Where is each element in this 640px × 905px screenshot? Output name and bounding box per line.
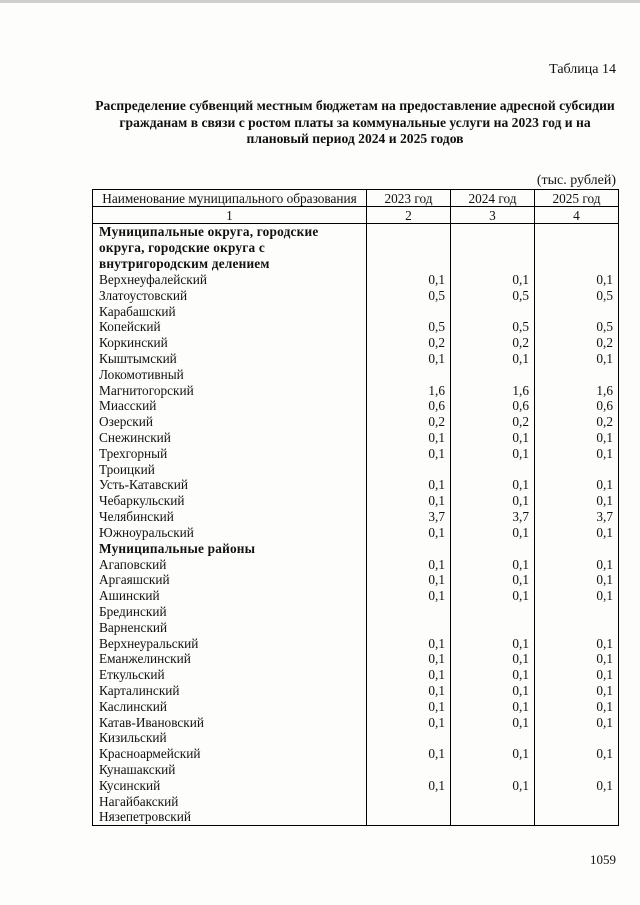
empty-cell: [451, 224, 535, 273]
table-row: [93, 319, 619, 335]
municipality-name: Чебаркульский: [93, 493, 367, 509]
value-2024: 0,1: [451, 493, 535, 509]
value-2023: 3,7: [367, 509, 451, 525]
value-2023: 1,6: [367, 383, 451, 399]
value-2023: [367, 604, 451, 620]
municipality-name: Карталинский: [93, 683, 367, 699]
value-2023: 0,1: [367, 636, 451, 652]
value-2023: 0,1: [367, 272, 451, 288]
table-row: [93, 588, 619, 604]
value-2024: 0,2: [451, 414, 535, 430]
value-2023: 0,1: [367, 477, 451, 493]
table-row: [93, 746, 619, 762]
table-row: [93, 620, 619, 636]
value-2023: 0,6: [367, 398, 451, 414]
value-2025: [535, 762, 619, 778]
municipality-name: Ашинский: [93, 588, 367, 604]
value-2024: 3,7: [451, 509, 535, 525]
value-2024: [451, 794, 535, 810]
value-2024: 0,1: [451, 667, 535, 683]
table-row: [93, 604, 619, 620]
value-2025: 0,1: [535, 651, 619, 667]
value-2024: 0,1: [451, 588, 535, 604]
header-row: [93, 190, 619, 207]
column-header-name: Наименование муниципального образования: [93, 190, 367, 207]
municipality-name: Снежинский: [93, 430, 367, 446]
table-row: [93, 683, 619, 699]
column-header-2023: 2023 год: [367, 190, 451, 207]
municipality-name: Брединский: [93, 604, 367, 620]
municipality-name: Кунашакский: [93, 762, 367, 778]
table-row: [93, 398, 619, 414]
value-2025: 0,1: [535, 572, 619, 588]
municipality-name: Трехгорный: [93, 446, 367, 462]
value-2023: [367, 367, 451, 383]
value-2025: [535, 809, 619, 825]
section-title: Муниципальные округа, городские округа, городские округа с внутригородским делением: [93, 224, 367, 273]
value-2025: 0,1: [535, 667, 619, 683]
municipality-name: Кыштымский: [93, 351, 367, 367]
value-2023: [367, 809, 451, 825]
municipality-name: Еткульский: [93, 667, 367, 683]
value-2024: [451, 809, 535, 825]
municipality-name: Еманжелинский: [93, 651, 367, 667]
value-2024: 0,1: [451, 525, 535, 541]
value-2025: 1,6: [535, 383, 619, 399]
value-2025: 0,2: [535, 335, 619, 351]
value-2024: 0,2: [451, 335, 535, 351]
municipality-name: Каслинский: [93, 699, 367, 715]
value-2025: [535, 730, 619, 746]
empty-cell: [535, 224, 619, 273]
value-2025: [535, 367, 619, 383]
unit-label: (тыс. рублей): [536, 173, 616, 188]
table-row: [93, 794, 619, 810]
section-header-row: [93, 224, 619, 273]
value-2024: 0,1: [451, 699, 535, 715]
value-2023: 0,5: [367, 288, 451, 304]
municipality-name: Локомотивный: [93, 367, 367, 383]
value-2023: [367, 462, 451, 478]
value-2025: 0,2: [535, 414, 619, 430]
value-2024: 0,1: [451, 715, 535, 731]
municipality-name: Нагайбакский: [93, 794, 367, 810]
value-2024: 0,5: [451, 288, 535, 304]
municipality-name: Катав-Ивановский: [93, 715, 367, 731]
value-2023: 0,1: [367, 557, 451, 573]
municipality-name: Кусинский: [93, 778, 367, 794]
value-2024: 0,1: [451, 430, 535, 446]
table-row: [93, 572, 619, 588]
table-row: [93, 525, 619, 541]
column-number-2: 2: [367, 207, 451, 224]
municipality-name: Магнитогорский: [93, 383, 367, 399]
value-2025: 3,7: [535, 509, 619, 525]
value-2023: 0,1: [367, 572, 451, 588]
value-2025: 0,1: [535, 477, 619, 493]
value-2025: 0,1: [535, 746, 619, 762]
column-header-2024: 2024 год: [451, 190, 535, 207]
value-2023: 0,1: [367, 525, 451, 541]
table-row: [93, 762, 619, 778]
table-row: [93, 367, 619, 383]
value-2024: [451, 730, 535, 746]
section-title: Муниципальные районы: [93, 541, 367, 557]
table-label: Таблица 14: [549, 62, 616, 77]
table-row: [93, 477, 619, 493]
value-2025: 0,1: [535, 351, 619, 367]
table-row: [93, 730, 619, 746]
value-2024: 0,1: [451, 651, 535, 667]
value-2023: 0,1: [367, 746, 451, 762]
page-title: Распределение субвенций местным бюджетам на предоставление адресной субсидии гражданам в связи с ростом платы за коммунальные услуги на 2023 год и на плановый период 2024 и 2025 годов: [95, 98, 615, 146]
value-2025: [535, 304, 619, 320]
table-row: [93, 304, 619, 320]
municipality-name: Южноуральский: [93, 525, 367, 541]
value-2024: 0,1: [451, 778, 535, 794]
municipality-name: Усть-Катавский: [93, 477, 367, 493]
scan-edge: [0, 0, 640, 3]
value-2025: 0,1: [535, 636, 619, 652]
table-row: [93, 809, 619, 825]
table-row: [93, 651, 619, 667]
value-2025: 0,6: [535, 398, 619, 414]
table-row: [93, 335, 619, 351]
column-number-4: 4: [535, 207, 619, 224]
value-2023: 0,2: [367, 414, 451, 430]
value-2023: 0,2: [367, 335, 451, 351]
value-2024: 0,1: [451, 446, 535, 462]
empty-cell: [451, 541, 535, 557]
value-2023: 0,1: [367, 778, 451, 794]
municipality-name: Челябинский: [93, 509, 367, 525]
value-2025: 0,1: [535, 683, 619, 699]
empty-cell: [367, 541, 451, 557]
value-2024: 0,1: [451, 477, 535, 493]
column-number-row: [93, 207, 619, 224]
municipality-name: Кизильский: [93, 730, 367, 746]
subsidy-table: [92, 189, 619, 826]
municipality-name: Озерский: [93, 414, 367, 430]
value-2025: [535, 620, 619, 636]
table-row: [93, 509, 619, 525]
value-2025: [535, 462, 619, 478]
municipality-name: Миасский: [93, 398, 367, 414]
value-2024: 0,1: [451, 636, 535, 652]
municipality-name: Карабашский: [93, 304, 367, 320]
value-2024: 0,1: [451, 351, 535, 367]
value-2025: 0,1: [535, 446, 619, 462]
value-2023: 0,1: [367, 446, 451, 462]
municipality-name: Агаповский: [93, 557, 367, 573]
value-2024: 0,5: [451, 319, 535, 335]
value-2024: 0,1: [451, 557, 535, 573]
value-2024: 0,6: [451, 398, 535, 414]
value-2025: 0,5: [535, 288, 619, 304]
value-2023: [367, 620, 451, 636]
value-2024: 0,1: [451, 746, 535, 762]
table-row: [93, 446, 619, 462]
value-2024: 0,1: [451, 272, 535, 288]
table-row: [93, 288, 619, 304]
municipality-name: Златоустовский: [93, 288, 367, 304]
value-2023: 0,1: [367, 493, 451, 509]
municipality-name: Красноармейский: [93, 746, 367, 762]
value-2025: 0,1: [535, 588, 619, 604]
page-number: 1059: [590, 852, 616, 867]
table-row: [93, 272, 619, 288]
municipality-name: Нязепетровский: [93, 809, 367, 825]
value-2025: 0,1: [535, 699, 619, 715]
value-2023: 0,1: [367, 351, 451, 367]
table-row: [93, 430, 619, 446]
value-2025: 0,1: [535, 272, 619, 288]
value-2023: 0,1: [367, 699, 451, 715]
value-2024: 0,1: [451, 683, 535, 699]
value-2023: 0,1: [367, 430, 451, 446]
empty-cell: [535, 541, 619, 557]
value-2024: [451, 604, 535, 620]
column-number-3: 3: [451, 207, 535, 224]
value-2023: [367, 794, 451, 810]
value-2025: [535, 604, 619, 620]
value-2024: [451, 462, 535, 478]
column-header-2025: 2025 год: [535, 190, 619, 207]
value-2025: 0,1: [535, 557, 619, 573]
municipality-name: Аргаяшский: [93, 572, 367, 588]
value-2024: [451, 620, 535, 636]
value-2023: [367, 304, 451, 320]
table-row: [93, 462, 619, 478]
value-2023: 0,5: [367, 319, 451, 335]
value-2023: 0,1: [367, 651, 451, 667]
value-2025: 0,1: [535, 715, 619, 731]
table-row: [93, 667, 619, 683]
value-2024: [451, 367, 535, 383]
table-row: [93, 778, 619, 794]
municipality-name: Верхнеуфалейский: [93, 272, 367, 288]
value-2023: 0,1: [367, 588, 451, 604]
section-header-row: [93, 541, 619, 557]
empty-cell: [367, 224, 451, 273]
value-2024: 0,1: [451, 572, 535, 588]
value-2025: 0,1: [535, 525, 619, 541]
value-2025: 0,5: [535, 319, 619, 335]
value-2024: [451, 304, 535, 320]
table-row: [93, 414, 619, 430]
value-2023: [367, 730, 451, 746]
value-2025: 0,1: [535, 493, 619, 509]
value-2025: 0,1: [535, 430, 619, 446]
value-2023: [367, 762, 451, 778]
municipality-name: Варненский: [93, 620, 367, 636]
table-row: [93, 383, 619, 399]
table-row: [93, 699, 619, 715]
table-row: [93, 351, 619, 367]
table-row: [93, 493, 619, 509]
table-row: [93, 636, 619, 652]
value-2024: [451, 762, 535, 778]
municipality-name: Коркинский: [93, 335, 367, 351]
value-2023: 0,1: [367, 683, 451, 699]
value-2024: 1,6: [451, 383, 535, 399]
column-number-1: 1: [93, 207, 367, 224]
value-2023: 0,1: [367, 715, 451, 731]
value-2023: 0,1: [367, 667, 451, 683]
municipality-name: Троицкий: [93, 462, 367, 478]
value-2025: 0,1: [535, 778, 619, 794]
table-row: [93, 715, 619, 731]
value-2025: [535, 794, 619, 810]
municipality-name: Копейский: [93, 319, 367, 335]
table-row: [93, 557, 619, 573]
municipality-name: Верхнеуральский: [93, 636, 367, 652]
